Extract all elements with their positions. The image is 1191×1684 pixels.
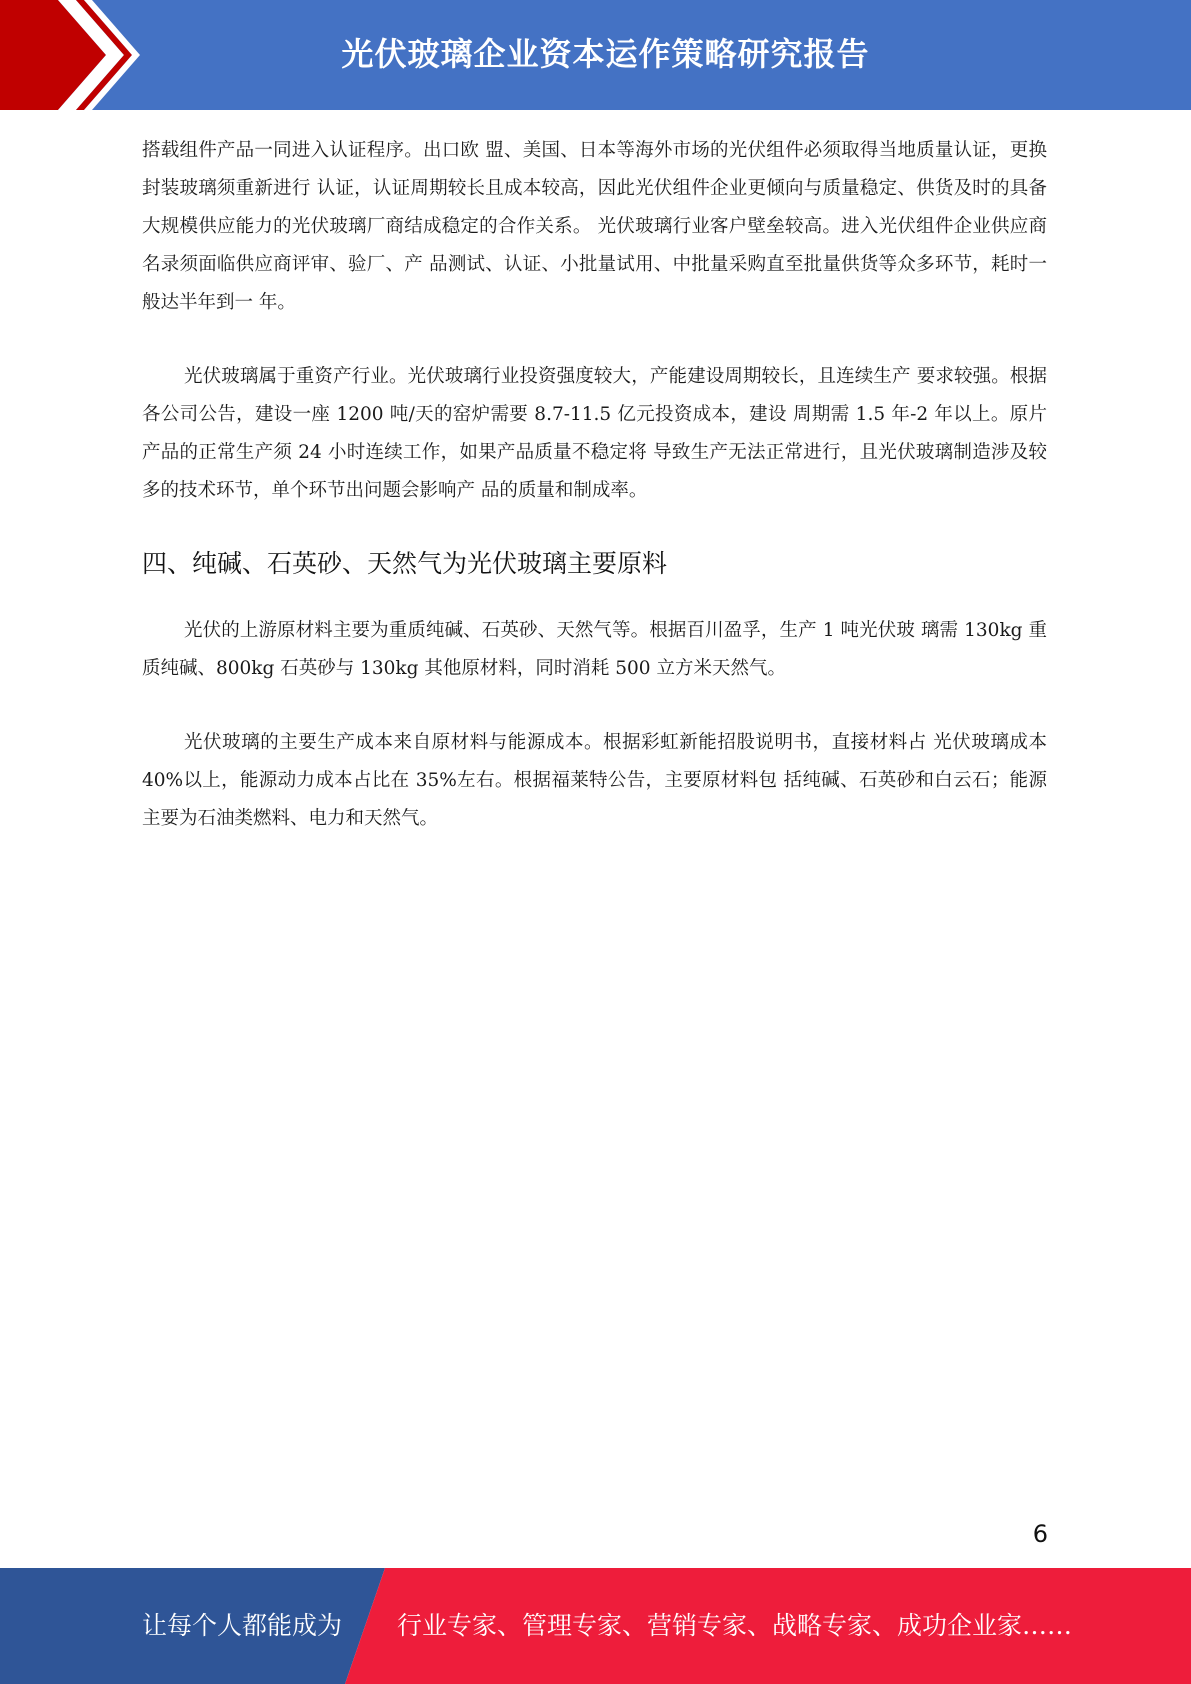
body-paragraph-4: 光伏玻璃的主要生产成本来自原材料与能源成本。根据彩虹新能招股说明书，直接材料占 光伏玻璃成本 40%以上，能源动力成本占比在 35%左右。根据福莱特公告，主要原材料包 括纯碱、石英砂和白云石；能源主要为石油类燃料、电力和天然气。	[142, 732, 1047, 829]
body-paragraph-1: 搭载组件产品一同进入认证程序。出口欧 盟、美国、日本等海外市场的光伏组件必须取得当地质量认证，更换封装玻璃须重新进行 认证，认证周期较长且成本较高，因此光伏组件企业更倾向与质量稳定、供货及时的具备 大规模供应能力的光伏玻璃厂商结成稳定的合作关系。 光伏玻璃行业客户壁垒较高。进入光伏组件企业供应商名录须面临供应商评审、验厂、产 品测试、认证、小批量试用、中批量采购直至批量供货等众多环节，耗时一般达半年到一 年。	[142, 140, 1047, 313]
report-footer	[0, 1568, 1191, 1684]
report-title: 光伏玻璃企业资本运作策略研究报告	[341, 35, 870, 73]
page-content	[142, 132, 1047, 838]
body-paragraph-3: 光伏的上游原材料主要为重质纯碱、石英砂、天然气等。根据百川盈孚，生产 1 吨光伏玻 璃需 130kg 重质纯碱、800kg 石英砂与 130kg 其他原材料，同时消耗 500 立方米天然气。	[142, 620, 1047, 679]
page-number: 6	[1032, 1520, 1048, 1548]
body-paragraph-2: 光伏玻璃属于重资产行业。光伏玻璃行业投资强度较大，产能建设周期较长，且连续生产 要求较强。根据各公司公告，建设一座 1200 吨/天的窑炉需要 8.7-11.5 亿元投资成本，建设 周期需 1.5 年-2 年以上。原片产品的正常生产须 24 小时连续工作，如果产品质量不稳定将 导致生产无法正常进行，且光伏玻璃制造涉及较多的技术环节，单个环节出问题会影响产 品的质量和制成率。	[142, 366, 1047, 501]
footer-slogan-right: 行业专家、管理专家、营销专家、战略专家、成功企业家……	[397, 1611, 1073, 1640]
report-header	[0, 0, 1191, 110]
footer-slogan-left: 让每个人都能成为	[142, 1611, 343, 1640]
section-heading: 四、纯碱、石英砂、天然气为光伏玻璃主要原料	[142, 549, 668, 578]
